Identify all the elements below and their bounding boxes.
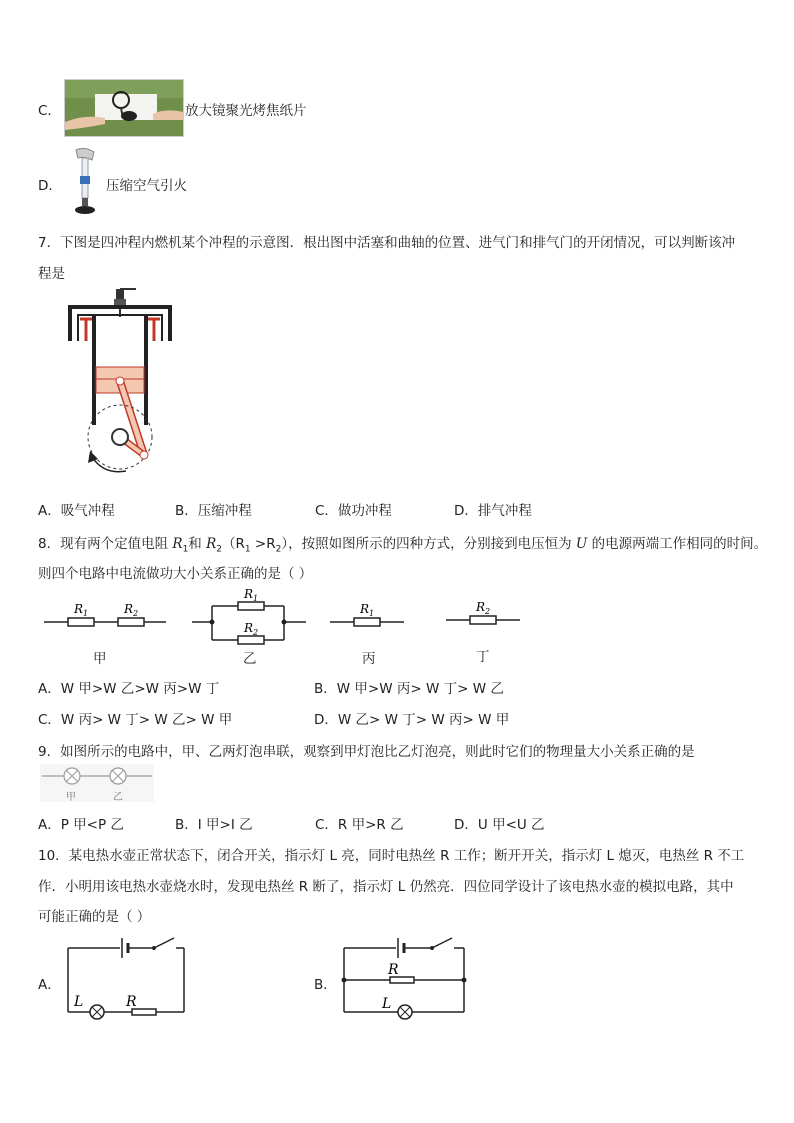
q10-stem-line2: 作．小明用该电热水壶烧水时，发现电热丝 R 断了，指示灯 L 仍然亮．四位同学设计了该电热水壶的模拟电路，其中 [38, 879, 734, 895]
circuit-label-bing: 丙 [362, 651, 376, 667]
q7-stem-line2: 程是 [38, 266, 65, 282]
q6-option-c-letter: C． [38, 103, 61, 119]
q9-option-b[interactable]: B．I 甲>I 乙 [175, 817, 253, 833]
svg-text:L: L [74, 994, 84, 1010]
svg-text:R1: $R_1$ [74, 602, 89, 618]
q9-option-a[interactable]: A．P 甲<P 乙 [38, 817, 124, 833]
circuit-option-b [336, 932, 472, 1020]
q6-option-c-text: 放大镜聚光烤焦纸片 [185, 103, 307, 119]
lamp-label-yi: 乙 [113, 792, 123, 803]
circuit-label-yi: 乙 [243, 651, 257, 667]
q8-option-c[interactable]: C．W 丙> W 丁> W 乙> W 甲 [38, 712, 233, 728]
q7-option-a[interactable]: A．吸气冲程 [38, 503, 115, 519]
svg-text:R: R [126, 994, 137, 1010]
q8-option-b[interactable]: B．W 甲>W 丙> W 丁> W 乙 [314, 681, 504, 697]
q6-option-d-text: 压缩空气引火 [106, 178, 187, 194]
q7-option-b[interactable]: B．压缩冲程 [175, 503, 252, 519]
q8-option-a[interactable]: A．W 甲>W 乙>W 丙>W 丁 [38, 681, 220, 697]
svg-text:R2: $R_2$ [124, 602, 139, 618]
q10-stem-line1: 10．某电热水壶正常状态下，闭合开关，指示灯 L 亮，同时电热丝 R 工作；断开开关，指示灯 L 熄灭，电热丝 R 不工 [38, 848, 745, 864]
q9-stem: 9．如图所示的电路中，甲、乙两灯泡串联，观察到甲灯泡比乙灯泡亮，则此时它们的物理量大小关系正确的是 [38, 744, 695, 760]
q8-option-d[interactable]: D．W 乙> W 丁> W 丙> W 甲 [314, 712, 510, 728]
q10-option-b-letter[interactable]: B． [314, 977, 337, 993]
q6-option-d-letter: D． [38, 178, 62, 194]
q9-option-d[interactable]: D．U 甲<U 乙 [454, 817, 545, 833]
q9-option-c[interactable]: C．R 甲>R 乙 [315, 817, 404, 833]
circuit-label-jia: 甲 [93, 651, 107, 667]
circuit-jia [42, 598, 172, 664]
svg-text:R1: $R_1$ [244, 588, 259, 603]
air-compression-apparatus [70, 146, 100, 216]
circuit-yi [190, 588, 310, 646]
circuit-option-a [60, 932, 192, 1020]
q10-option-a-letter[interactable]: A． [38, 977, 61, 993]
magnifier-photo [64, 79, 184, 137]
series-lamps-diagram [40, 764, 154, 802]
svg-text:R2: $R_2$ [476, 600, 491, 616]
svg-text:R1: $R_1$ [360, 602, 375, 618]
q7-stem-line1: 7．下图是四冲程内燃机某个冲程的示意图．根出图中活塞和曲轴的位置、进气门和排气门的开闭情况，可以判断该冲 [38, 235, 736, 251]
q7-option-c[interactable]: C．做功冲程 [315, 503, 392, 519]
q8-stem-line2: 则四个电路中电流做功大小关系正确的是（ ） [38, 566, 313, 582]
svg-text:R: R [388, 962, 399, 978]
circuit-label-ding: 丁 [476, 649, 490, 665]
svg-text:R2: $R_2$ [244, 621, 259, 637]
svg-text:L: L [382, 996, 392, 1012]
q10-stem-line3: 可能正确的是（ ） [38, 909, 151, 925]
circuit-bing [328, 598, 408, 638]
q8-stem-line1: 8．现有两个定值电阻 $R_1$和 $R_2(R_1 >R_2)$，按照如图所示的四种方式，分别接到电压恒为 U 的电源两端工作相同的时间。 [38, 536, 768, 555]
q7-option-d[interactable]: D．排气冲程 [454, 503, 532, 519]
lamp-label-jia: 甲 [66, 792, 76, 803]
circuit-ding [444, 596, 524, 636]
engine-stroke-diagram [60, 285, 180, 485]
